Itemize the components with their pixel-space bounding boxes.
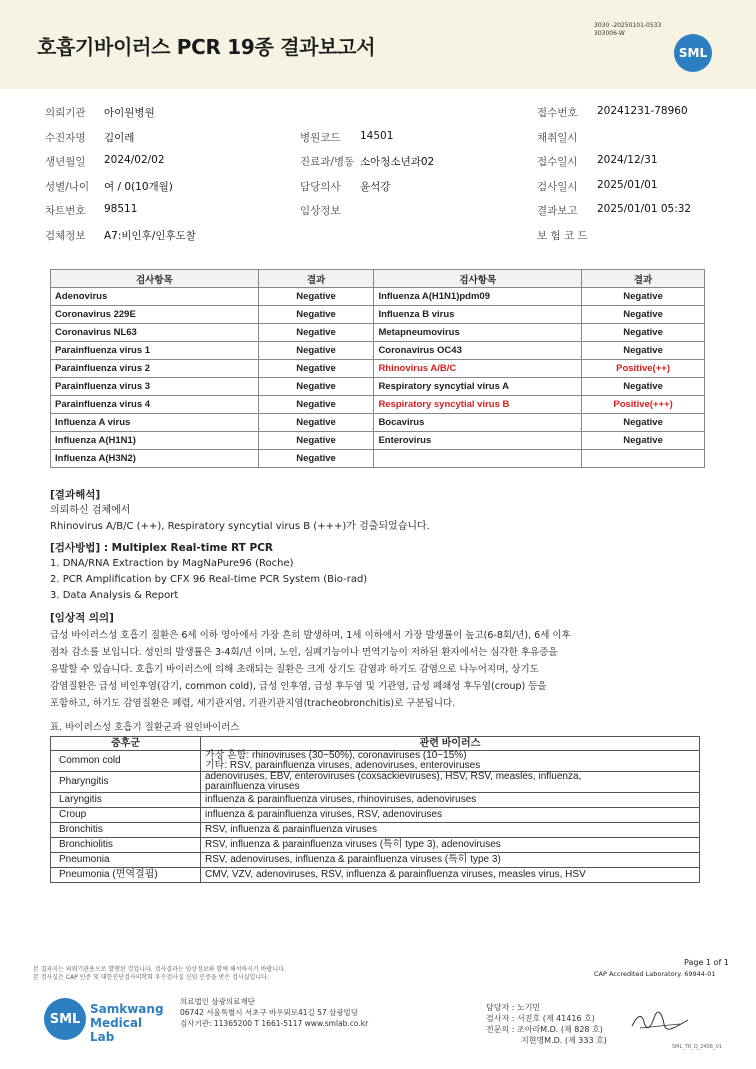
result-row [51, 324, 705, 342]
disease-row [51, 823, 700, 838]
info-label: 채취일시 [537, 131, 578, 144]
test-result: Negative [258, 450, 374, 468]
info-value: 여 / 0(10개월) [104, 180, 173, 193]
method-section [50, 540, 367, 604]
clinical-line: 급성 바이러스성 호흡기 질환은 6세 이하 영아에서 가장 흔히 발생하며, 1세 이하에서 가장 발생률이 높고(6-8회/년), 6세 이후 [50, 630, 571, 641]
info-label: 보 험 코 드 [537, 229, 588, 242]
test-result: Negative [582, 342, 705, 360]
col-test-item: 검사항목 [374, 270, 582, 288]
virus-line: CMV, VZV, adenoviruses, RSV, influenza & parainfluenza viruses, measles virus, HSV [205, 869, 586, 880]
result-row [51, 342, 705, 360]
method-step: 3. Data Analysis & Report [50, 590, 179, 601]
info-label: 접수번호 [537, 107, 578, 119]
results-header-row [51, 270, 705, 288]
test-result: Negative [582, 414, 705, 432]
test-result: Negative [258, 342, 374, 360]
method-step: 1. DNA/RNA Extraction by MagNaPure96 (Roche) [50, 558, 294, 569]
test-result [582, 450, 705, 468]
result-row [51, 288, 705, 306]
virus-line: RSV, influenza & parainfluenza viruses (특히 type 3), adenoviruses [205, 839, 501, 850]
test-name: Coronavirus OC43 [374, 342, 582, 360]
method-step: 2. PCR Amplification by CFX 96 Real-time PCR System (Bio-rad) [50, 574, 368, 585]
info-row [40, 100, 710, 125]
result-row [51, 360, 705, 378]
syndrome-name: Pneumonia [51, 853, 201, 868]
disease-row [51, 838, 700, 853]
info-value: 2025/01/01 05:32 [597, 203, 692, 215]
result-row [51, 378, 705, 396]
test-name: Parainfluenza virus 4 [51, 396, 259, 414]
sml-logo-icon: SML [674, 34, 712, 72]
test-name: Coronavirus 229E [51, 306, 259, 324]
org-info-line: 검사기관: 11365200 T 1661-5117 www.smlab.co.kr [180, 1019, 369, 1028]
virus-line: 기타: RSV, parainfluenza viruses, adenoviruses, enteroviruses [205, 760, 481, 771]
test-result: Negative [258, 360, 374, 378]
test-result: Negative [258, 396, 374, 414]
test-name: Metapneumovirus [374, 324, 582, 342]
disease-row [51, 853, 700, 868]
col-test-item: 검사항목 [51, 270, 259, 288]
syndrome-name: Pneumonia (면역결핍) [51, 868, 201, 883]
virus-line: influenza & parainfluenza viruses, rhinoviruses, adenoviruses [205, 794, 477, 805]
clinical-line: 유발할 수 있습니다. 호흡기 바이러스에 의해 초래되는 질환은 크게 상기도 감염과 하기도 감염으로 나누어지며, 상기도 [50, 664, 539, 675]
info-label: 병원코드 [300, 131, 341, 144]
sml-footer-logo-icon: SML [44, 998, 86, 1040]
test-name: Respiratory syncytial virus B [374, 396, 582, 414]
test-result: Negative [258, 288, 374, 306]
test-result: Negative [582, 288, 705, 306]
page-number: Page 1 of 1 [684, 958, 729, 967]
info-value: 98511 [104, 203, 138, 215]
result-row [51, 396, 705, 414]
syndrome-name: Bronchiolitis [51, 838, 201, 853]
doc-code-1: 3030 -20250101-0533 [594, 22, 662, 29]
virus-list [201, 772, 700, 793]
staff-line: 검사자 : 서진호 (제 41416 호) [486, 1014, 595, 1023]
info-label: 성별/나이 [45, 180, 90, 193]
test-result: Negative [582, 306, 705, 324]
test-name: Enterovirus [374, 432, 582, 450]
results-table [50, 269, 705, 468]
org-name: Samkwang Medical Lab [90, 1002, 164, 1044]
signature-icon [630, 1010, 690, 1032]
test-result: Negative [258, 306, 374, 324]
info-value: A7:비인후/인후도찰 [104, 229, 196, 242]
virus-line: 가장 흔함: rhinoviruses (30~50%), coronaviruses (10~15%) [205, 750, 467, 761]
test-name: Influenza A(H1N1)pdm09 [374, 288, 582, 306]
info-row [40, 174, 710, 199]
syndrome-name: Common cold [51, 751, 201, 772]
patient-info [40, 100, 710, 247]
info-label: 차트번호 [45, 205, 86, 217]
info-label: 담당의사 [300, 180, 341, 193]
doc-code-2: 303006-W [594, 30, 625, 37]
info-value: 김이레 [104, 131, 135, 144]
clinical-heading: [임상적 의의] [50, 612, 114, 624]
virus-list [201, 838, 700, 853]
footer-note-line: 본 검사실은 CAP 인증 및 대한진단검사의학회 우수검사실 신임 인증을 받은 검사실입니다. [33, 974, 269, 981]
info-label: 생년월일 [45, 156, 86, 168]
clinical-line: 점차 감소를 보입니다. 성인의 발생률은 3-4회/년 이며, 노인, 심폐기능이나 면역기능이 저하된 환자에서는 심각한 후유증을 [50, 647, 558, 658]
virus-list [201, 808, 700, 823]
disease-row [51, 868, 700, 883]
virus-line: adenoviruses, EBV, enteroviruses (coxsackieviruses), HSV, RSV, measles, influenza, [205, 771, 582, 782]
virus-list [201, 853, 700, 868]
report-title: 호흡기바이러스 PCR 19종 결과보고서 [37, 35, 376, 59]
info-label: 진료과/병동 [300, 156, 355, 168]
test-result: Negative [258, 324, 374, 342]
col-result: 결과 [582, 270, 705, 288]
col-result: 결과 [258, 270, 374, 288]
info-value: 윤석강 [360, 180, 391, 193]
virus-list [201, 751, 700, 772]
org-info-line: 06742 서울특별시 서초구 바우뫼로41길 57 삼광빌딩 [180, 1008, 359, 1017]
interpretation-line: Rhinovirus A/B/C (++), Respiratory syncytial virus B (+++)가 검출되었습니다. [50, 521, 430, 532]
staff-list [486, 1002, 607, 1046]
test-result: Negative [258, 432, 374, 450]
col-virus: 관련 바이러스 [201, 737, 700, 751]
test-result: Positive(++) [582, 360, 705, 378]
interpretation-heading: [결과해석] [50, 489, 101, 501]
staff-line: 담당자 : 노기민 [486, 1003, 541, 1012]
syndrome-name: Bronchitis [51, 823, 201, 838]
info-label: 의뢰기관 [45, 107, 86, 119]
test-result: Negative [582, 432, 705, 450]
info-value: 14501 [360, 129, 394, 142]
virus-list [201, 793, 700, 808]
col-syndrome: 증후군 [51, 737, 201, 751]
test-name: Respiratory syncytial virus A [374, 378, 582, 396]
test-name: Coronavirus NL63 [51, 324, 259, 342]
test-name: Rhinovirus A/B/C [374, 360, 582, 378]
info-value: 20241231-78960 [597, 105, 688, 117]
disease-row [51, 808, 700, 823]
syndrome-name: Laryngitis [51, 793, 201, 808]
test-name: Parainfluenza virus 3 [51, 378, 259, 396]
test-name: Influenza B virus [374, 306, 582, 324]
disease-row [51, 751, 700, 772]
info-label: 수진자명 [45, 131, 86, 144]
info-label: 임상정보 [300, 205, 341, 217]
test-name: Influenza A(H1N1) [51, 432, 259, 450]
info-value: 2024/12/31 [597, 154, 658, 166]
info-row [40, 149, 710, 174]
test-name [374, 450, 582, 468]
disease-table-caption: 표. 바이러스성 호흡기 질환군과 원인바이러스 [50, 722, 240, 733]
virus-line: RSV, influenza & parainfluenza viruses [205, 824, 377, 835]
disease-row [51, 793, 700, 808]
info-row [40, 223, 710, 248]
staff-line: 지현명M.D. (제 333 호) [521, 1036, 607, 1045]
interpretation-section [50, 487, 430, 535]
clinical-section [50, 610, 571, 712]
virus-list [201, 868, 700, 883]
org-info [180, 996, 368, 1029]
info-label: 결과보고 [537, 205, 578, 217]
info-value: 소아청소년과02 [360, 156, 435, 168]
info-label: 검체정보 [45, 229, 86, 242]
interpretation-line: 의뢰하신 검체에서 [50, 505, 131, 516]
test-result: Negative [258, 414, 374, 432]
test-name: Adenovirus [51, 288, 259, 306]
footer-note [33, 966, 413, 982]
clinical-line: 감염질환은 급성 비인후염(감기, common cold), 급성 인후염, 급성 후두염 및 기관염, 급성 폐쇄성 후두염(croup) 등을 [50, 681, 547, 692]
result-row [51, 432, 705, 450]
info-value: 아이원병원 [104, 107, 155, 119]
info-value: 2024/02/02 [104, 154, 165, 166]
test-name: Influenza A(H3N2) [51, 450, 259, 468]
result-row [51, 414, 705, 432]
info-row [40, 125, 710, 150]
info-row [40, 198, 710, 223]
result-row [51, 306, 705, 324]
staff-line: 전문의 : 조아라M.D. (제 828 호) [486, 1025, 603, 1034]
test-result: Positive(+++) [582, 396, 705, 414]
disease-header-row [51, 737, 700, 751]
result-row [51, 450, 705, 468]
test-name: Bocavirus [374, 414, 582, 432]
method-heading: [검사방법] : Multiplex Real-time RT PCR [50, 542, 273, 554]
test-result: Negative [258, 378, 374, 396]
test-result: Negative [582, 378, 705, 396]
info-label: 접수일시 [537, 156, 578, 168]
info-value: 2025/01/01 [597, 178, 658, 191]
virus-list [201, 823, 700, 838]
footer-note-line: 본 결과지는 의뢰기관용으로 발행된 것입니다. 검사결과는 임상정보와 함께 해석하시기 바랍니다. [33, 966, 286, 973]
doc-id: SML_TR_Q_2408_V1 [672, 1044, 723, 1050]
virus-line: influenza & parainfluenza viruses, RSV, adenoviruses [205, 809, 442, 820]
test-result: Negative [582, 324, 705, 342]
test-name: Parainfluenza virus 1 [51, 342, 259, 360]
disease-table [50, 736, 700, 883]
virus-line: parainfluenza viruses [205, 781, 300, 792]
clinical-line: 포함하고, 하기도 감염질환은 폐렴, 세기관지염, 기관기관지염(tracheobronchitis)로 구분됩니다. [50, 698, 456, 709]
syndrome-name: Pharyngitis [51, 772, 201, 793]
doc-codes [594, 22, 661, 38]
disease-row [51, 772, 700, 793]
cap-accreditation: CAP Accredited Laboratory. 69944-01 [594, 970, 716, 978]
info-label: 검사일시 [537, 180, 578, 193]
org-info-line: 의료법인 삼광의료재단 [180, 997, 255, 1006]
virus-line: RSV, adenoviruses, influenza & parainfluenza viruses (특히 type 3) [205, 854, 501, 865]
syndrome-name: Croup [51, 808, 201, 823]
test-name: Parainfluenza virus 2 [51, 360, 259, 378]
test-name: Influenza A virus [51, 414, 259, 432]
